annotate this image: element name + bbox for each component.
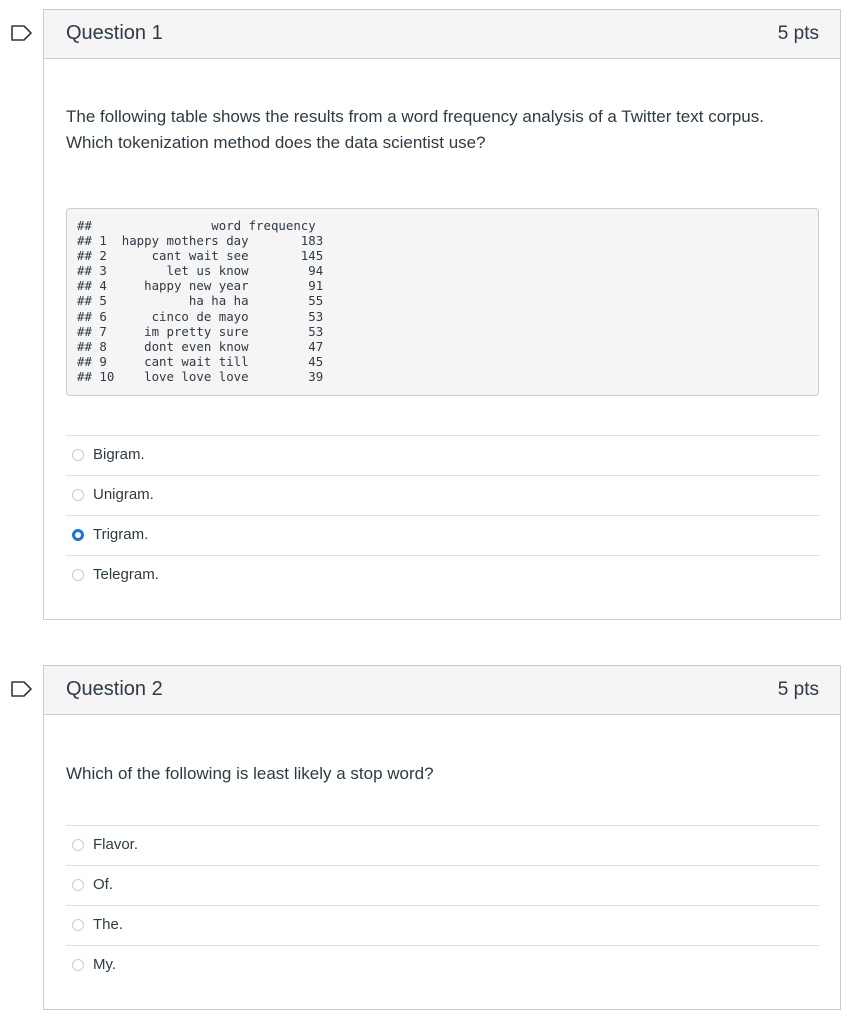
radio-button[interactable] — [72, 569, 84, 581]
answer-label[interactable]: Telegram. — [93, 566, 159, 583]
answer-label[interactable]: Unigram. — [93, 486, 154, 503]
radio-button[interactable] — [72, 959, 84, 971]
question-title: Question 2 — [66, 678, 163, 700]
answer-label[interactable]: Bigram. — [93, 446, 145, 463]
answer-option[interactable] — [66, 825, 820, 865]
answer-option-selected[interactable] — [66, 515, 820, 555]
flag-question-icon[interactable] — [10, 24, 34, 42]
code-output-table — [66, 208, 819, 396]
answer-option[interactable] — [66, 435, 820, 475]
question-text: The following table shows the results from a word frequency analysis of a Twitter text corpus. Which tokenization method does the data scientist use? — [66, 107, 764, 152]
answer-list — [66, 435, 820, 595]
question-title: Question 1 — [66, 22, 163, 44]
question-1 — [43, 9, 841, 620]
radio-button[interactable] — [72, 489, 84, 501]
question-2 — [43, 665, 841, 1010]
answer-label[interactable]: Flavor. — [93, 836, 139, 853]
flag-question-icon[interactable] — [10, 680, 34, 698]
answer-label[interactable]: My. — [93, 956, 117, 973]
radio-button[interactable] — [72, 919, 84, 931]
answer-label[interactable]: Trigram. — [93, 526, 149, 543]
question-points: 5 pts — [777, 679, 819, 700]
radio-button[interactable] — [72, 449, 84, 461]
question-points: 5 pts — [777, 23, 819, 44]
code-output-text: ## word frequency ## 1 happy mothers day 183 ## 2 cant wait see 145 ## 3 let us know 94 ## 4 happy new year 91 ## 5 ha ha ha 55 ## 6 cinco de mayo 53 ## 7 im pretty sure 53 ## 8 dont even know 47 ## 9 cant wait till 45 ## 10 love love love 39 — [77, 218, 324, 384]
question-header — [44, 10, 840, 59]
answer-option[interactable] — [66, 945, 820, 985]
answer-option[interactable] — [66, 905, 820, 945]
answer-label[interactable]: The. — [93, 916, 124, 933]
radio-button[interactable] — [72, 839, 84, 851]
answer-option[interactable] — [66, 475, 820, 515]
radio-button[interactable] — [72, 879, 84, 891]
radio-button-selected[interactable] — [72, 529, 84, 541]
answer-option[interactable] — [66, 555, 820, 595]
question-text: Which of the following is least likely a stop word? — [66, 764, 434, 783]
answer-option[interactable] — [66, 865, 820, 905]
answer-list — [66, 825, 820, 985]
answer-label[interactable]: Of. — [93, 876, 114, 893]
question-header — [44, 666, 840, 715]
